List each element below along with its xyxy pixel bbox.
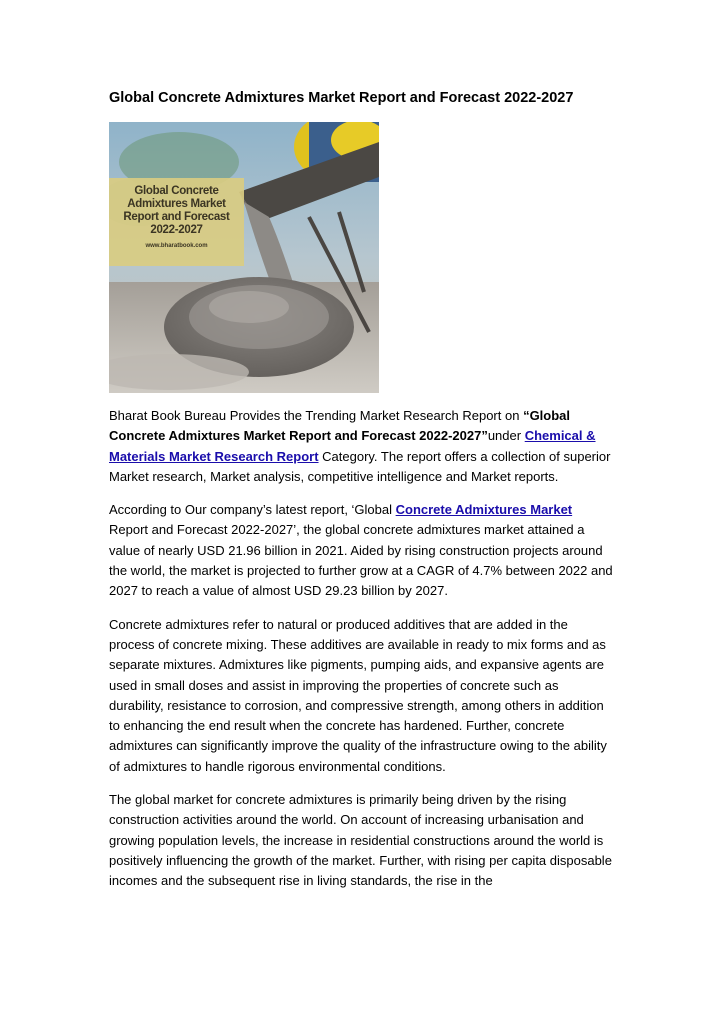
cover-image [109,122,379,393]
paragraph-market-size [109,500,614,601]
cover-url: www.bharatbook.com [145,243,208,249]
cover-label-card [109,178,244,266]
market-size-lead-text: According to Our company’s latest report, ‘Global [109,502,396,518]
paragraph-drivers: The global market for concrete admixtures is primarily being driven by the rising construction activities around the world. On account of increasing urbanisation and growing population levels, the increase in residential constructions around the world is positively influencing the growth of the market. Further, with rising per capita disposable incomes and the subsequent rise in living standards, the rise in the [109,792,612,889]
page-title: Global Concrete Admixtures Market Report and Forecast 2022-2027 [109,90,574,106]
report-name-bold: “Global Concrete Admixtures Market Report and Forecast 2022-2027” [109,408,571,444]
paragraph-definition: Concrete admixtures refer to natural or produced additives that are added in the process of concrete mixing. These additives are available in ready to mix forms and as separate mixtures. Admixtures like pigments, pumping aids, and expansive agents are used in small doses and assist in improving the properties of concrete such as durability, resistance to corrosion, and compressive strength, among others in addition to enhancing the end result when the concrete has hardened. Further, concrete admixtures can significantly improve the quality of the infrastructure owing to the ability of admixtures to handle rigorous environmental conditions. [109,616,607,774]
intro-tail-text: Category. The report offers a collection of superior Market research, Market analysis, competitive intelligence and Market reports. [109,448,611,484]
intro-lead-text: Bharat Book Bureau Provides the Trending Market Research Report on [109,408,524,423]
article-body [109,406,614,905]
paragraph-intro [109,406,614,487]
market-size-tail-text: Report and Forecast 2022-2027’, the global concrete admixtures market attained a value of nearly USD 21.96 billion in 2021. Aided by rising construction projects around the world, the market is projected to further grow at a CAGR of 4.7% between 2022 and 2027 to reach a value of almost USD 29.23 billion by 2027. [109,522,613,599]
intro-under-text: under [487,428,525,444]
market-link[interactable]: Concrete Admixtures Market [395,502,573,518]
category-link[interactable]: Chemical & Materials Market Research Report [109,428,596,464]
cover-title: Global Concrete Admixtures Market Report and Forecast 2022-2027 [123,185,230,236]
